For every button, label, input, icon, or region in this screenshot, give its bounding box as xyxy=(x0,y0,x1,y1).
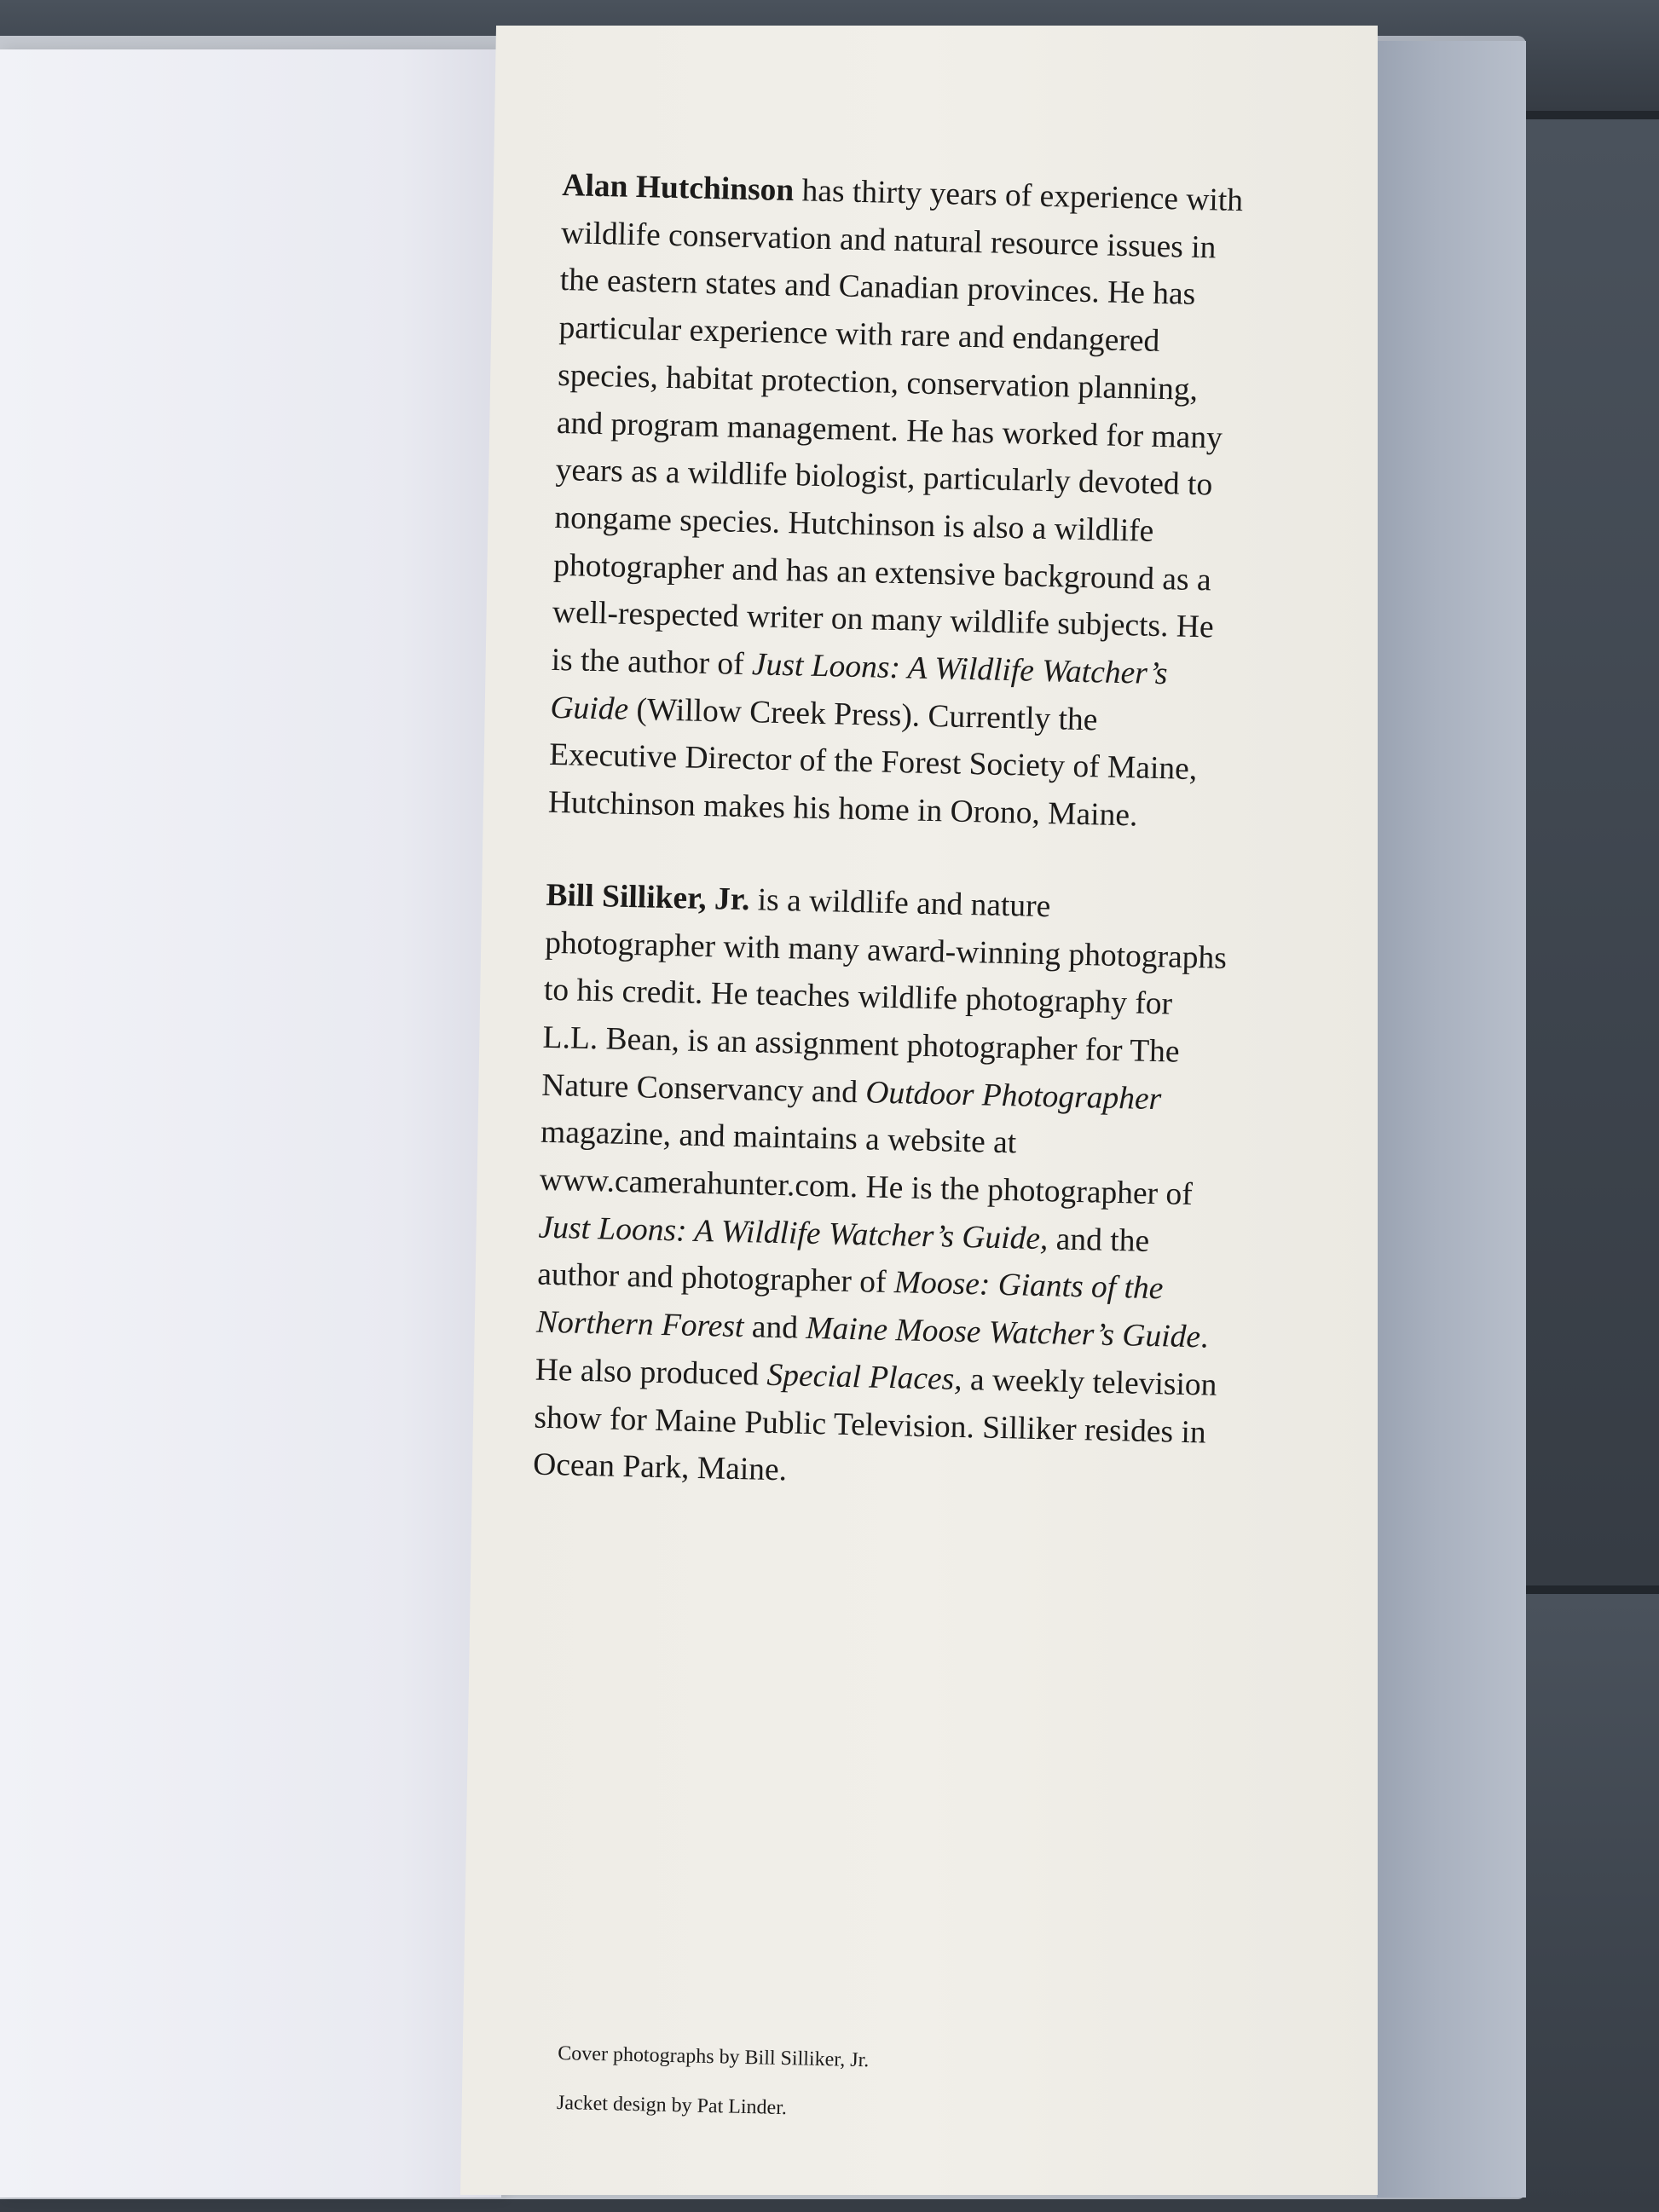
book-title: Maine Moose Watcher’s Guide xyxy=(805,1311,1201,1355)
book-title: Just Loons: A Wildlife Watcher’s Guide xyxy=(550,647,1168,727)
bio-text: a weekly television show for Maine Public Television. Silliker resides in Ocean Park, Maine. xyxy=(532,1361,1217,1488)
cover-photo-credit: Cover photographs by Bill Silliker, Jr. xyxy=(558,2042,870,2072)
jacket-design-credit: Jacket design by Pat Linder. xyxy=(556,2091,788,2120)
bio-text: and xyxy=(743,1309,806,1346)
author-name: Alan Hutchinson xyxy=(561,167,795,209)
show-title: Special Places, xyxy=(766,1357,963,1397)
jacket-credits xyxy=(556,2029,1154,2141)
bio-hutchinson xyxy=(547,162,1244,842)
endpaper-page xyxy=(0,49,501,2198)
bio-text: is a wildlife and nature photographer with many award-winning photographs to his credit. He teaches wildlife photography for L.L. Bean, is an assignment photographer for The Nature Conservancy and xyxy=(540,882,1228,1110)
magazine-title: Outdoor Photographer xyxy=(864,1075,1162,1117)
bio-text: (Willow Creek Press). Currently the Executive Director of the Forest Society of Maine, Hutchinson makes his home in Orono, Maine. xyxy=(547,691,1198,834)
book-title: Just Loons: A Wildlife Watcher’s Guide, xyxy=(538,1210,1049,1257)
bio-text: has thirty years of experience with wildlife conservation and natural resource issues in the eastern states and Canadian provinces. He has particular experience with rare and endangered species, habitat protection, conservation planning, and program management. He has worked for many years as a wildlife biologist, particularly devoted to nongame species. Hutchinson is also a wildlife photographer and has an extensive background as a well-respected writer on many wildlife subjects. He is the author of xyxy=(551,173,1244,683)
book-title: Moose: Giants of the Northern Forest xyxy=(535,1265,1164,1345)
bio-text: magazine, and maintains a website at www.camerahunter.com. He is the photographer of xyxy=(539,1115,1194,1213)
author-bios xyxy=(533,162,1245,1505)
bio-silliker xyxy=(533,872,1228,1505)
bio-text: . He also produced xyxy=(535,1320,1209,1393)
jacket-spine xyxy=(1377,41,1526,2198)
bio-text: and the author and photographer of xyxy=(536,1222,1150,1301)
author-name: Bill Silliker, Jr. xyxy=(546,877,750,918)
